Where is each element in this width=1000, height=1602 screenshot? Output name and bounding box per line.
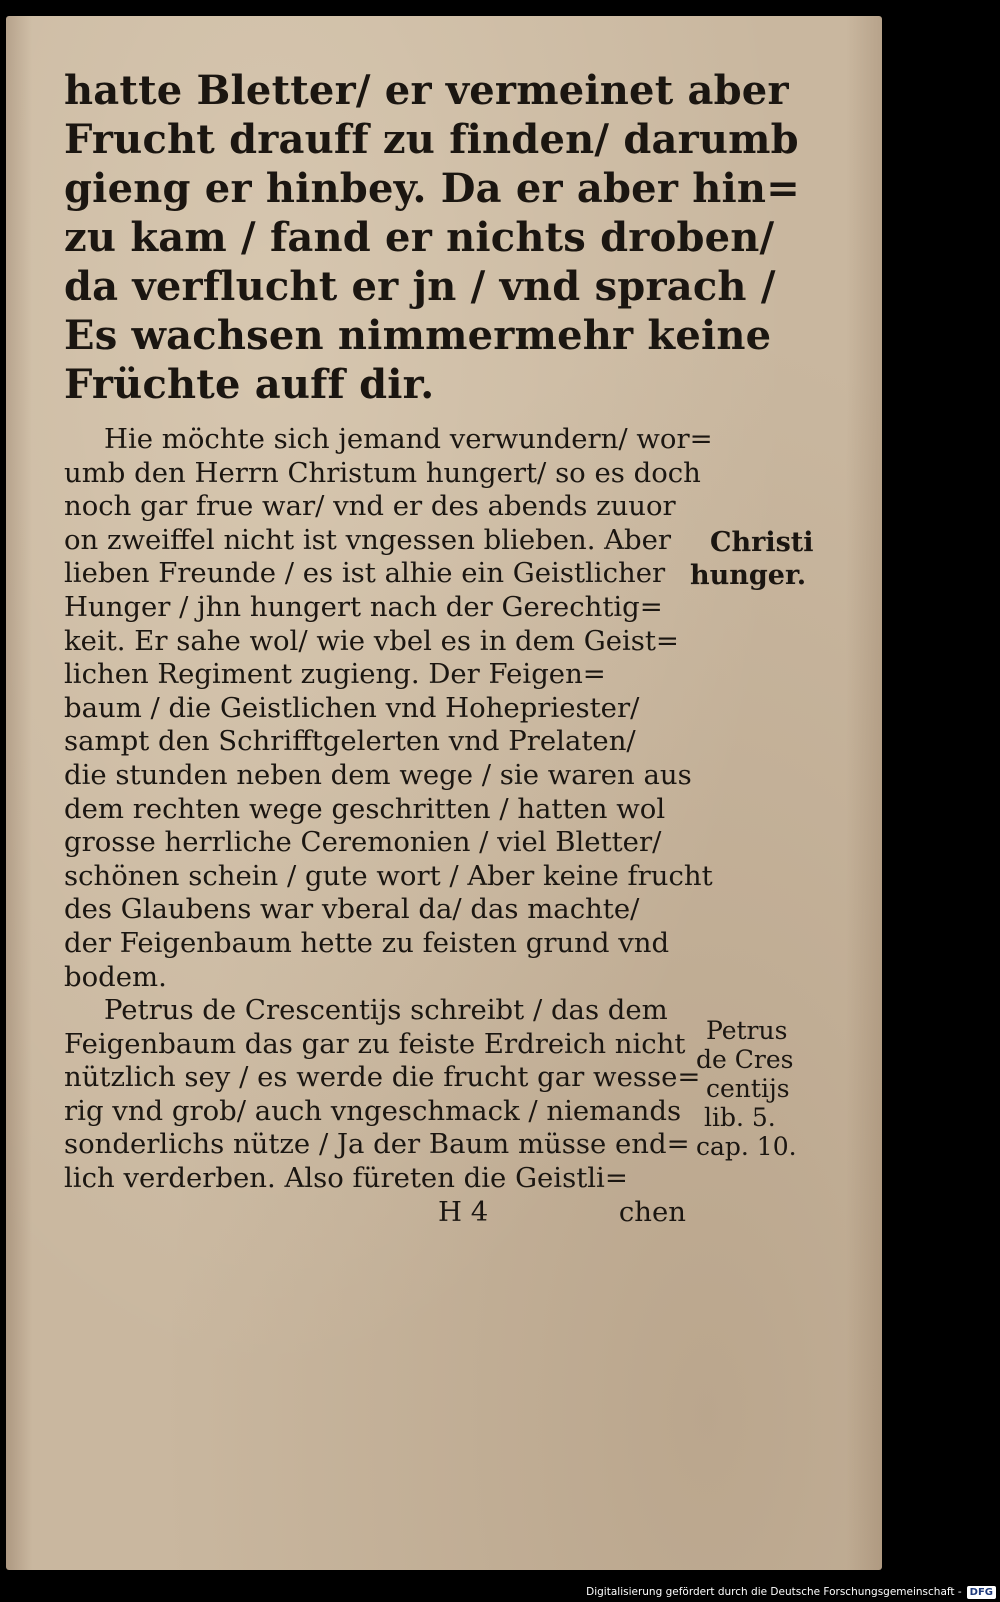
text-line: grosse herrliche Ceremonien / viel Bletter/ xyxy=(64,826,662,859)
margin-note-line: cap. 10. xyxy=(696,1132,797,1161)
text-line: lich verderben. Also füreten die Geistli= xyxy=(64,1162,628,1195)
credit-text: Digitalisierung gefördert durch die Deutsche Forschungsgemeinschaft - xyxy=(586,1586,962,1598)
text-line: zu kam / fand er nichts droben/ xyxy=(64,214,775,261)
margin-note-line: centijs xyxy=(706,1074,790,1103)
text-line: Frucht drauff zu finden/ darumb xyxy=(64,116,799,163)
margin-note-line: Christi xyxy=(710,527,814,558)
signature-mark: H 4 xyxy=(438,1195,489,1228)
text-line: da verflucht er jn / vnd sprach / xyxy=(64,263,776,310)
text-line: Petrus de Crescentijs schreibt / das dem xyxy=(104,994,668,1027)
page-foot xyxy=(64,1196,692,1230)
text-line: Hie möchte sich jemand verwundern/ wor= xyxy=(104,423,713,455)
opening-passage xyxy=(64,66,800,409)
margin-note-christi-hunger xyxy=(690,526,814,592)
margin-note-line: lib. 5. xyxy=(704,1103,776,1132)
text-line: hatte Bletter/ er vermeinet aber xyxy=(64,67,789,114)
text-line: lichen Regiment zugieng. Der Feigen= xyxy=(64,658,606,691)
text-line: on zweiffel nicht ist vngessen blieben. Aber xyxy=(64,523,672,556)
paragraph-christi-hunger xyxy=(64,423,713,994)
margin-note-line: Petrus xyxy=(706,1016,788,1045)
text-line: Feigenbaum das gar zu feiste Erdreich nicht xyxy=(64,1027,686,1060)
digitization-credit xyxy=(586,1582,1000,1602)
text-line: schönen schein / gute wort / Aber keine frucht xyxy=(64,859,713,892)
text-line: der Feigenbaum hette zu feisten grund vnd xyxy=(64,926,670,959)
text-line: keit. Er sahe wol/ wie vbel es in dem Geist= xyxy=(64,624,679,657)
text-line: gieng er hinbey. Da er aber hin= xyxy=(64,165,800,212)
text-line: dem rechten wege geschritten / hatten wol xyxy=(64,792,666,825)
text-line: sonderlichs nütze / Ja der Baum müsse end= xyxy=(64,1128,690,1161)
margin-note-petrus xyxy=(696,1016,797,1161)
text-line: die stunden neben dem wege / sie waren aus xyxy=(64,758,692,791)
catchword: chen xyxy=(618,1195,686,1228)
text-line: Hunger / jhn hungert nach der Gerechtig= xyxy=(64,590,663,623)
text-line: lieben Freunde / es ist alhie ein Geistlicher xyxy=(64,557,666,590)
text-line: Es wachsen nimmermehr keine xyxy=(64,312,772,359)
text-line: Früchte auff dir. xyxy=(64,361,435,408)
text-line: bodem. xyxy=(64,960,167,993)
text-line: baum / die Geistlichen vnd Hohepriester/ xyxy=(64,691,640,724)
margin-note-line: de Cres xyxy=(696,1045,794,1074)
book-page xyxy=(6,16,882,1570)
text-line: rig vnd grob/ auch vngeschmack / niemands xyxy=(64,1094,682,1127)
text-line: nützlich sey / es werde die frucht gar wesse= xyxy=(64,1061,701,1094)
text-line: umb den Herrn Christum hungert/ so es doch xyxy=(64,456,701,489)
text-line: des Glaubens war vberal da/ das machte/ xyxy=(64,893,640,926)
dfg-logo: DFG xyxy=(967,1586,996,1599)
margin-note-line: hunger. xyxy=(690,560,807,591)
paragraph-crescentijs xyxy=(64,994,701,1229)
text-line: sampt den Schrifftgelerten vnd Prelaten/ xyxy=(64,725,636,758)
text-line: noch gar frue war/ vnd er des abends zuuor xyxy=(64,490,676,523)
